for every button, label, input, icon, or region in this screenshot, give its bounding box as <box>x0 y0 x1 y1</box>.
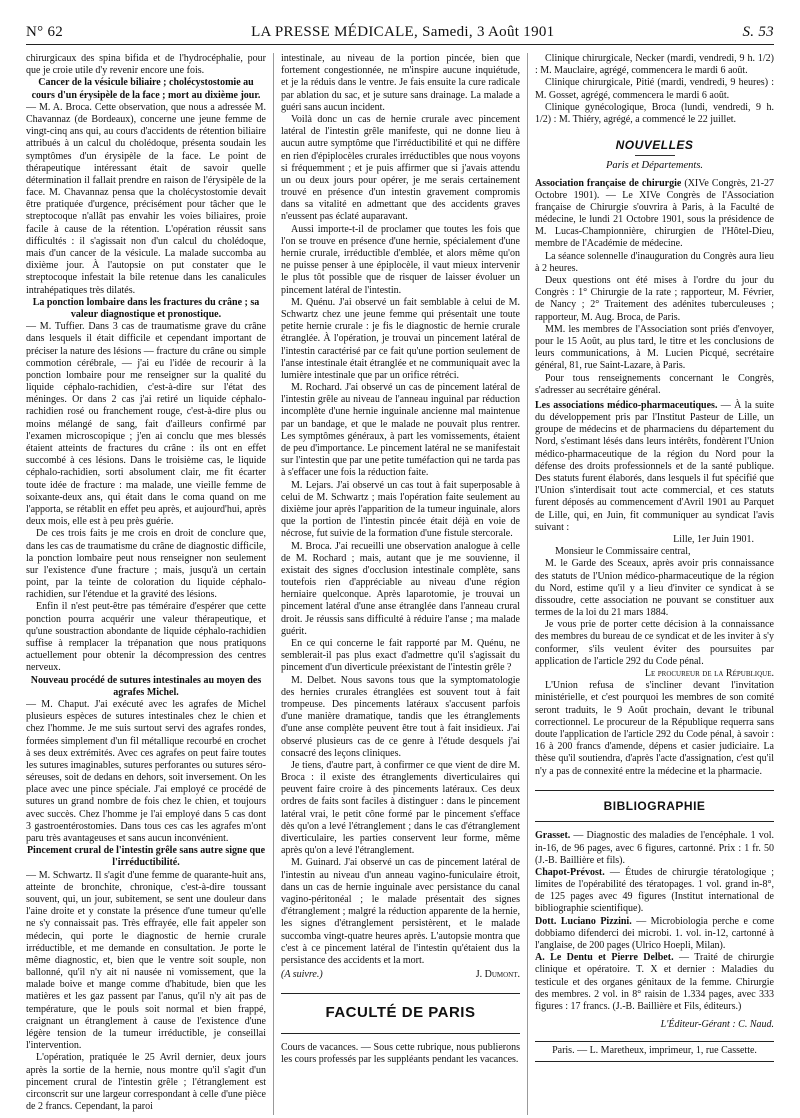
paragraph: Clinique chirurgicale, Pitié (mardi, vendredi, 9 heures) : M. Gosset, agrégé, commencera le mardi 6 août. <box>535 77 774 101</box>
biblio-text: — Microbiologia perche e come dobbiamo difenderci dei microbi. 1. vol. in-12, cartonné à l'anglaise, de 200 pages (Ulrico Hoepli, Milan). <box>535 915 774 952</box>
paragraph: intestinale, au niveau de la portion pincée, bien que fortement congestionnée, ne m'inspire aucune inquiétude, et je la réduis dans le ventre. Je fais ensuite la cure radicale par ablation du sac, et je suture sans drainage. La malade a guéri sans aucun incident. <box>281 53 520 113</box>
paragraph: De ces trois faits je me crois en droit de conclure que, dans les cas de traumatisme du crâne de diagnostic difficile, la ponction lombaire peut nous renseigner non seulement sur l'existence d'une fracture ; mais, jusqu'à un certain point, par la teinte de coloration du liquide céphalo-rachidien, sur l'étendue et la gravité des lésions. <box>26 528 266 601</box>
paragraph: La séance solennelle d'inauguration du Congrès aura lieu à 2 heures. <box>535 250 774 274</box>
paragraph: — M. Chaput. J'ai exécuté avec les agrafes de Michel plusieurs espèces de sutures intestinales chez le chien et chez l'homme. Je me suis surtout servi des agrafes rondes, formées simplement d'un fil métallique recourbé en crochet à ses deux extrémités. Avec ces agrafes on peut faire toutes les sutures imaginables, sutures perforantes ou sutures séro-séreuses, soit de dedans en dehors, soit inversement. On les place avec une pince spéciale. J'ai employé ce procédé de sutures un grand nombre de fois chez le chien, et toujours avec succès. Chez l'homme je l'ai employé dans 5 cas dont 3 gastroentérostomies. Dans tous ces cas les agrafes m'ont paru très avantageuses et sans aucun inconvénient. <box>26 698 266 844</box>
paragraph: Pour tous renseignements concernant le Congrès, s'adresser au secrétaire général. <box>535 372 774 396</box>
paragraph: Je vous prie de porter cette décision à la connaissance des membres du bureau de ce syndicat et de les inviter à s'y conformer, s'ils veulent éviter des poursuites par application de l'article 292 du Code pénal. <box>535 619 774 667</box>
paragraph: Cours de vacances. — Sous cette rubrique, nous publierons les cours professés par les suppléants pendant les vacances. <box>281 1041 520 1065</box>
section-heading: Pincement crural de l'intestin grêle sans autre signe que l'irréductibilité. <box>26 845 266 869</box>
biblio-entry <box>535 952 774 1013</box>
item-text: (XIVe Congrès, 21-27 Octobre 1901). — Le XIVe Congrès de l'Association française de Chirurgie s'ouvrira à Paris, à la Faculté de médecine, le lundi 21 Octobre 1901, sous la présidence de M. Lucas-Championnière, chirurgien de l'Hôtel-Dieu, membre de l'Académie de médecine. <box>535 177 774 250</box>
faculte-heading: FACULTÉ DE PARIS <box>281 993 520 1033</box>
paragraph: — M. Tuffier. Dans 3 cas de traumatisme grave du crâne dans lesquels il était difficile et cependant important de préciser la nature des lésions — fracture du crâne ou simple commotion cérébrale, — j'ai eu l'idée de recourir à la ponction lombaire pour me renseigner sur la qualité du liquide céphalo-rachidien, c'est-à-dire sur l'état des méninges. Or dans 2 cas j'ai retiré un liquide céphalo-rachidien rosé ou franchement rouge, c'est-à-dire plus ou moins mélangé de sang, fait d'ailleurs confirmé par l'examen microscopique ; j'en ai conclu que mes blessés étaient atteints de fractures du crâne : ils ont en effet succombé à ces lésions. Dans le troisième cas, le liquide céphalo-rachidien, sorti absolument clair, me fit écarter toute idée de fracture : ma malade, une vieille femme de soixante-deux ans, qui était dans le coma quand on me l'apporta, se rétablit en effet peu après, et aujourd'hui, après deux mois, elle est à peu près guérie. <box>26 321 266 528</box>
journal-title: LA PRESSE MÉDICALE, Samedi, 3 Août 1901 <box>251 24 555 40</box>
letter-salutation: Monsieur le Commissaire central, <box>555 546 691 558</box>
paragraph: M. Guinard. J'ai observé un cas de pincement latéral de l'intestin au niveau d'un anneau vagino-funiculaire étroit, dans un cas de hernie inguinale avec persistance du canal vagino-péritonéal ; le malade présentait des signes d'étranglement ; malgré la réduction apparente de la hernie, les signes d'étranglement persistèrent, et le malade succomba vingt-quatre heures après. L'autopsie montra que c'est à ce pincement latéral de l'intestin qu'étaient dus la persistance des accidents et la mort. <box>281 857 520 966</box>
paragraph: — M. Schwartz. Il s'agit d'une femme de quarante-huit ans, atteinte de bronchite, chronique, c'est-à-dire toussant souvent, qui, un jour, subitement, se sent une douleur dans l'aine droite et y constate la présence d'une tumeur qu'elle ne s'y connaissait pas. Très effrayée, elle fait appeler son médecin, qui porte le diagnostic de hernie crurale irréductible, et me demande en consultation. Je porte le même diagnostic, et, bien que le ventre soit souple, non ballonné, qu'il n'y ait ni nausée ni vomissement, que la malade boive et mange comme d'habitude, bien que les matières et les gaz passent par l'anus, qu'il n'y ait pas de température, que le pouls soit normal et bien frappé, craignant un étranglement à cause de l'existence d'une légère tension de la tumeur irréductible, je conseillai l'intervention. <box>26 869 266 1052</box>
paragraph: Clinique gynécologique, Broca (lundi, vendredi, 9 h. 1/2) : M. Thiéry, agrégé, a commencé le 22 juillet. <box>535 101 774 125</box>
biblio-text: — Diagnostic des maladies de l'encéphale. 1 vol. in-16, de 96 pages, avec 6 figures, cartonné. Prix : 1 fr. 50 (J.-B. Baillière et fils). <box>535 830 774 866</box>
paragraph: Clinique chirurgicale, Necker (mardi, vendredi, 9 h. 1/2) : M. Mauclaire, agrégé, commencera le mardi 6 août. <box>535 53 774 77</box>
item-heading: Les associations médico-pharmaceutiques. <box>535 399 718 411</box>
paragraph: Je tiens, d'autre part, à confirmer ce que vient de dire M. Broca : il existe des étranglements diverticulaires qui peuvent faire croire à des pincements latéraux. Ces deux ordres de faits sont faciles à distinguer : dans le pincement latéral vrai, le petit cône formé par le pincement s'efface dès qu'on a levé l'étranglement ; dans le cas d'étranglement diverticulaire, les parties conservent leur forme, même après qu'on a levé l'étranglement. <box>281 759 520 857</box>
paragraph: M. Rochard. J'ai observé un cas de pincement latéral de l'intestin grêle au niveau de l'anneau inguinal par réduction incomplète d'une hernie inguinale ancienne mal maintenue par un bandage, et que le malade ne pouvait plus rentrer. Les symptômes généraux, à part les vomissements, étaient de peu d'importance. Le pincement latéral ne se manifestait sur l'intestin que par une petite tuméfaction qui ne tarda pas à s'effacer une fois la réduction faite. <box>281 382 520 479</box>
paragraph: M. Lejars. J'ai observé un cas tout à fait superposable à celui de M. Schwartz ; mais l'opération faite seulement au dixième jour après l'apparition de la tumeur inguinale, alors que la portion de l'intestin pincée était déjà en voie de nécrose, fut suivie de la formation d'une fistule stercorale. <box>281 479 520 540</box>
column-1 <box>26 53 266 1115</box>
biblio-entry <box>535 830 774 867</box>
biblio-author: A. Le Dentu et Pierre Delbet. <box>535 952 674 964</box>
printer-line: Paris. — L. Maretheux, imprimeur, 1, rue Cassette. <box>535 1041 774 1061</box>
biblio-entry <box>535 916 774 953</box>
paragraph: En ce qui concerne le fait rapporté par M. Quénu, ne semblerait-il pas plus exact d'admettre qu'il s'agissait du pincement d'un diverticule préexistant de l'intestin grêle ? <box>281 638 520 674</box>
paragraph: M. Delbet. Nous savons tous que la symptomatologie des hernies crurales étranglées est souvent tout à fait trompeuse. Des pincements latéraux s'accusent parfois d'une manière dramatique, tandis que les étranglements d'une anse complète peuvent être tout à fait insidieux. J'ai observé plusieurs cas de ce genre à l'étude desquels j'ai consacré des leçons cliniques. <box>281 674 520 759</box>
letter-date: Lille, 1er Juin 1901. <box>673 533 754 545</box>
continued-note: (A suivre.) <box>281 969 323 981</box>
biblio-entry <box>535 867 774 916</box>
paragraph: Voilà donc un cas de hernie crurale avec pincement latéral de l'intestin grêle manifeste, qui ne donne lieu à aucun autre symptôme que l'irréductibilité et qui ne diffère en rien d'épiplocèles crurales irréductibles que nous voyons si fréquemment ; et je puis affirmer que si j'avais attendu un ou deux jours pour opérer, je me serais certainement trouvé en présence d'un intestin gravement compromis dans sa vitalité en admettant que des accidents graves n'eussent pas éclaté auparavant. <box>281 113 520 223</box>
issue-number: N° 62 <box>26 24 64 40</box>
biblio-author: Chapot-Prévost. <box>535 866 605 878</box>
page-number: S. 53 <box>742 24 774 40</box>
paragraph <box>535 400 774 534</box>
paragraph: M. Broca. J'ai recueilli une observation analogue à celle de M. Rochard ; mais, autant que je me souvienne, il existait des signes d'occlusion intestinale complète, sans toutefois rien d'appréciable au niveau d'une région herniaire quelconque. Après laparotomie, je trouvai un pincement latéral d'une anse étranglée dans l'anneau crural droit. Je réussis sans difficulté à réduire l'anse ; ma malade guérit. <box>281 540 520 637</box>
section-heading: Cancer de la vésicule biliaire ; cholécystostomie au cours d'un érysipèle de la face ; mort au dixième jour. <box>31 77 261 101</box>
column-2 <box>273 53 520 1115</box>
column-3 <box>527 53 774 1115</box>
item-text: — À la suite du développement pris par l'Institut Pasteur de Lille, un groupe de médecins et de pharmaciens du département du Nord, s'estimant lésés dans leurs intérêts, fondèrent l'Union médico-pharmaceutique de la région du Nord pour la défense des droits professionnels et de la santé publique. Des statuts furent élaborés, dans lesquels il fut spécifié que l'Union s'interdisait tout acte commercial, et ces statuts furent déposés au commencement d'Avril 1901 au Parquet de Lille, qui, en Juin, fit communiquer au syndicat l'avis suivant : <box>535 399 774 533</box>
article-footer <box>281 969 520 981</box>
biblio-author: Grasset. <box>535 830 571 842</box>
author-signature: J. Dumont. <box>475 969 520 981</box>
paragraph: chirurgicaux des spina bifida et de l'hydrocéphalie, pour que je croie utile d'y revenir encore une fois. <box>26 53 266 77</box>
nouvelles-heading: NOUVELLES <box>615 138 694 153</box>
editeur-gerant: L'Éditeur-Gérant : C. Naud. <box>660 1019 774 1031</box>
bibliographie-heading: BIBLIOGRAPHIE <box>535 790 774 823</box>
paragraph: L'Union refusa de s'incliner devant l'invitation ministérielle, et c'est pourquoi les membres de son comité seront traduits, le 9 Août prochain, devant le tribunal correctionnel. Le procureur de la République requerra sans doute l'application de l'article 292 du Code pénal, à savoir : 16 à 200 francs d'amende, dépens et casier judiciaire. La thèse qu'il soutiendra, d'après l'acte d'assignation, c'est qu'il n'y a pas de connexité entre la médecine et la pharmacie. <box>535 680 774 777</box>
paragraph: M. Quénu. J'ai observé un fait semblable à celui de M. Schwartz chez une jeune femme qui présentait une toute petite hernie crurale : je fis le diagnostic de hernie crurale étranglée. À l'opération, je trouvai un pincement latéral de l'intestin caractérisé par ce fait qu'une portion seulement de l'anse intestinale était étranglée et ne communiquait avec la lumière intestinale que par un orifice rétréci. <box>281 296 520 381</box>
letter-signature: Le procureur de la République. <box>644 668 774 680</box>
paragraph: Enfin il n'est peut-être pas téméraire d'espérer que cette ponction pourra acquérir une valeur thérapeutique, et qu'une soustraction abondante de liquide céphalo-rachidien suffise à remplacer la trépanation que nous pratiquons actuellement pour obtenir la décompression des centres nerveux. <box>26 601 266 674</box>
paragraph <box>535 178 774 251</box>
biblio-author: Dott. Luciano Pizzini. <box>535 915 632 927</box>
paragraph: — M. A. Broca. Cette observation, que nous a adressée M. Chavannaz (de Bordeaux), concerne une jeune femme de vingt-cinq ans qui, au cours d'accidents de rétention biliaire attribués à un calcul du cholédoque, présenta soudain les symptômes d'un érysipèle de la face. Le point de thérapeutique intéressant était de savoir quelle détermination il fallait prendre en raison de l'érysipèle de la face. M. Chavannaz pensa que la cholécystostomie devait être pratiquée d'urgence, précisément pour tâcher que le streptocoque n'allât pas envahir les voies biliaires, proie facile à cause de la rétention. L'opération réussit sans difficultés : il s'agissait non d'un calcul du cholédoque, mais d'un cancer de la vésicule. La malade succomba au dixième jour. À l'autopsie on put constater que le streptocoque infestait la bile retenue dans les canalicules intrahépatiques très dilatés. <box>26 101 266 296</box>
paragraph: M. le Garde des Sceaux, après avoir pris connaissance des statuts de l'Union médico-pharmaceutique de la région du Nord, estime qu'il y a lieu d'inviter ce syndicat à se dissoudre, cette association ne pouvant se constituer aux termes de la loi du 21 mars 1884. <box>535 558 774 619</box>
running-head <box>26 24 774 45</box>
biblio-text: — Traité de chirurgie clinique et opératoire. T. X et dernier : Maladies du testicule et des organes génitaux de la femme. Chirurgie des membres. 2 vol. in 8° raisin de 1.334 pages, avec 333 figures : 17 francs. (J.-B. Baillière et Fils, éditeurs.) <box>535 952 774 1012</box>
item-heading: Association française de chirurgie <box>535 177 682 189</box>
biblio-text: — Études de chirurgie tératologique ; limites de l'opérabilité des tératopages. 1 vol. grand in-8°, de 125 pages avec 49 figures (Institut international de bibliographie scientifique). <box>535 866 774 915</box>
paragraph: MM. les membres de l'Association sont priés d'envoyer, pour le 15 Août, au plus tard, le titre et les conclusions de leurs communications, à M. Lucien Picqué, secrétaire général, 81, rue Saint-Lazare, à Paris. <box>535 323 774 372</box>
section-heading: La ponction lombaire dans les fractures du crâne ; sa valeur diagnostique et pronostique. <box>32 296 260 320</box>
section-heading: Nouveau procédé de sutures intestinales au moyen des agrafes Michel. <box>30 674 262 698</box>
nouvelles-subheading: Paris et Départements. <box>605 159 704 171</box>
paragraph: Aussi importe-t-il de proclamer que toutes les fois que l'on se trouve en présence d'une hernie, spécialement d'une hernie crurale, irréductible d'emblée, et alors même qu'on ne puisse penser à une épiplocèle, il vaut mieux intervenir le plus tôt possible que de risquer de laisser évoluer un pincement latéral de l'intestin. <box>281 223 520 296</box>
divider <box>635 155 675 156</box>
paragraph: Deux questions ont été mises à l'ordre du jour du Congrès : 1° Chirurgie de la rate ; rapporteur, M. Février, de Nancy ; 2° Traitement des adénites tuberculeuses ; rapporteur, M. Aug. Broca, de Paris. <box>535 275 774 323</box>
paragraph: L'opération, pratiquée le 25 Avril dernier, deux jours après la sortie de la hernie, nous montre qu'il s'agit d'un pincement crural de l'intestin grêle ; l'étranglement est circonscrit sur une largeur correspondant à celle d'une pièce de 2 francs. Cependant, la paroi <box>26 1052 266 1113</box>
columns <box>26 53 774 1115</box>
